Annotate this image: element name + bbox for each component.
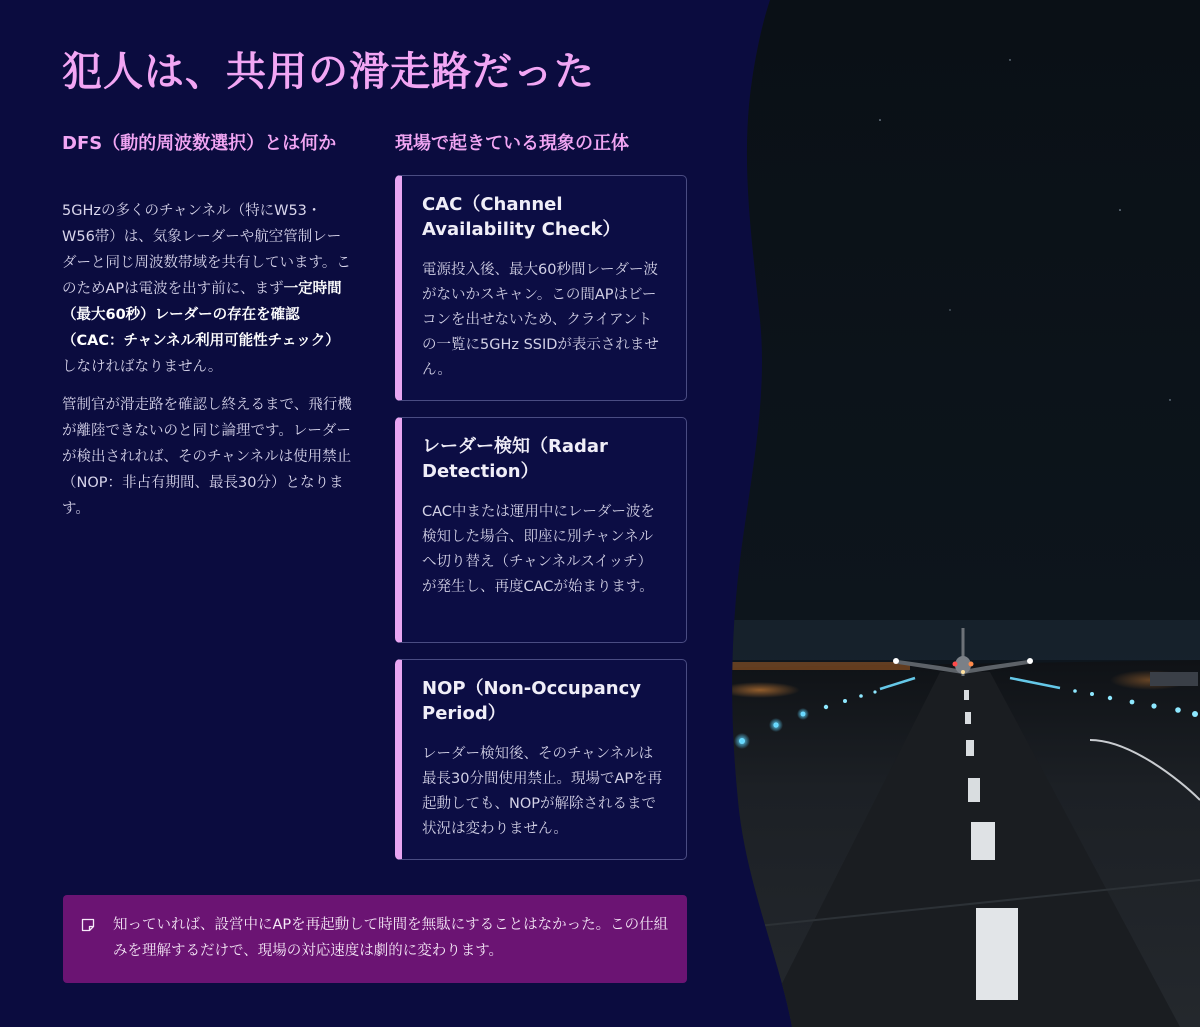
- phenomena-section-heading: 現場で起きている現象の正体: [395, 133, 629, 154]
- nop-card: [395, 659, 687, 860]
- dfs-explanation: [62, 198, 354, 534]
- nop-card-body: レーダー検知後、そのチャンネルは最長30分間使用禁止。現場でAPを再起動しても、NOPが解除されるまで状況は変わりません。: [422, 746, 663, 837]
- radar-detection-card-body: CAC中または運用中にレーダー波を検知した場合、即座に別チャンネルへ切り替え（チャンネルスイッチ）が発生し、再度CACが始まります。: [422, 504, 655, 595]
- nop-card-title: NOP（Non-Occupancy Period）: [422, 678, 641, 724]
- note-icon: [81, 918, 95, 932]
- takeaway-note: [63, 895, 687, 983]
- cac-card-body: 電源投入後、最大60秒間レーダー波がないかスキャン。この間APはビーコンを出せないため、クライアントの一覧に5GHz SSIDが表示されません。: [422, 262, 659, 378]
- dfs-section-heading: DFS（動的周波数選択）とは何か: [62, 133, 337, 154]
- dfs-paragraph-1-emphasis: 一定時間（最大60秒）レーダーの存在を確認（CAC：チャンネル利用可能性チェック）: [62, 281, 342, 349]
- radar-detection-card-title: レーダー検知（Radar Detection）: [422, 436, 608, 482]
- page-title: 犯人は、共用の滑走路だった: [62, 49, 595, 95]
- cac-card: [395, 175, 687, 401]
- dfs-paragraph-2: 管制官が滑走路を確認し終えるまで、飛行機が離陸できないのと同じ論理です。レーダーが検出されれば、そのチャンネルは使用禁止（NOP：非占有期間、最長30分）となります。: [62, 397, 352, 517]
- dfs-paragraph-1-tail: しなければなりません。: [62, 359, 223, 375]
- dfs-paragraph-1: [62, 198, 354, 380]
- dfs-paragraph-1-text: 5GHzの多くのチャンネル（特にW53・W56帯）は、気象レーダーや航空管制レーダーと同じ周波数帯域を共有しています。このためAPは電波を出す前に、まず: [62, 203, 351, 297]
- cac-card-title: CAC（Channel Availability Check）: [422, 194, 621, 240]
- takeaway-note-text: 知っていれば、設営中にAPを再起動して時間を無駄にすることはなかった。この仕組みを理解するだけで、現場の対応速度は劇的に変わります。: [113, 917, 669, 959]
- radar-detection-card: [395, 417, 687, 643]
